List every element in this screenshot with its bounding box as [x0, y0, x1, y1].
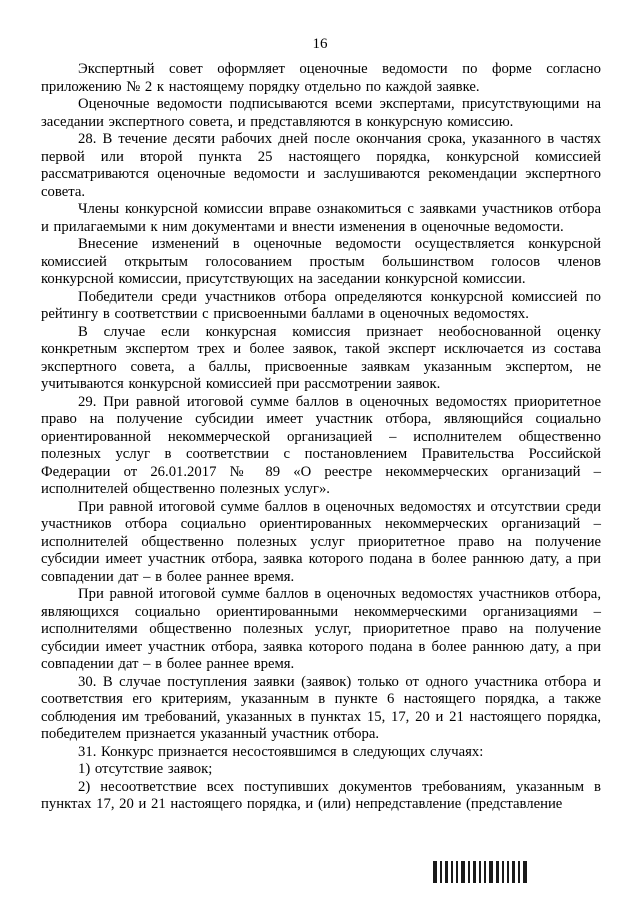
- barcode-bar: [484, 861, 486, 883]
- barcode-bar: [445, 861, 448, 883]
- barcode-bar: [468, 861, 470, 883]
- barcode-bar: [523, 861, 527, 883]
- paragraph: Члены конкурсной комиссии вправе ознакомиться с заявками участников отбора и прилагаемыми к ним документами и внести изменения в оценочные ведомости.: [41, 201, 601, 235]
- paragraph: 30. В случае поступления заявки (заявок) только от одного участника отбора и соответствия его критериям, указанным в пункте 6 настоящего порядка, а также соблюдения им требований, указанных в пунктах 15, 17, 20 и 21 настоящего порядка, победителем признается указанный участник отбора.: [41, 673, 601, 742]
- paragraph: 28. В течение десяти рабочих дней после окончания срока, указанного в частях первой или второй пункта 25 настоящего порядка, конкурсной комиссией рассматриваются оценочные ведомости и заслушиваются рекомендации экспертного совета.: [41, 131, 601, 200]
- paragraph: 2) несоответствие всех поступивших документов требованиям, указанным в пунктах 17, 20 и 21 настоящего порядка, и (или) непредставление (представление: [41, 778, 601, 812]
- paragraph: 29. При равной итоговой сумме баллов в оценочных ведомостях приоритетное право на получение субсидии имеет участник отбора, являющийся социально ориентированной некоммерческой организацией – исполнителем общественно полезных услуг в соответствии с постановлением Правительства Российской Федерации от 26.01.2017 № 89 «О реестре некоммерческих организаций – исполнителей общественно полезных услуг».: [41, 393, 601, 497]
- barcode-bar: [461, 861, 465, 883]
- barcode-bar: [479, 861, 481, 883]
- barcode-bar: [456, 861, 458, 883]
- paragraph: 1) отсутствие заявок;: [78, 761, 213, 777]
- document-body: [41, 61, 601, 814]
- barcode-bar: [440, 861, 442, 883]
- barcode-bar: [512, 861, 515, 883]
- barcode: [433, 861, 527, 883]
- page-number: 16: [312, 36, 328, 52]
- paragraph: Экспертный совет оформляет оценочные ведомости по форме согласно приложению № 2 к настоящему порядку отдельно по каждой заявке.: [41, 61, 601, 95]
- barcode-bar: [518, 861, 520, 883]
- paragraph: Внесение изменений в оценочные ведомости осуществляется конкурсной комиссией открытым голосованием простым большинством голосов членов конкурсной комиссии, присутствующих на заседании конкурсной комиссии.: [41, 236, 601, 287]
- barcode-bar: [473, 861, 476, 883]
- paragraph: При равной итоговой сумме баллов в оценочных ведомостях и отсутствии среди участников отбора социально ориентированных некоммерческих организаций – исполнителей общественно полезных услуг приоритетное право на получение субсидии имеет участник отбора, заявка которого подана в более раннюю дату, а при совпадении дат – в более раннее время.: [41, 498, 601, 585]
- barcode-bar: [433, 861, 437, 883]
- paragraph: Победители среди участников отбора определяются конкурсной комиссией по рейтингу в соответствии с присвоенными баллами в оценочных ведомостях.: [41, 288, 601, 322]
- paragraph: Оценочные ведомости подписываются всеми экспертами, присутствующими на заседании экспертного совета, и представляются в конкурсную комиссию.: [41, 96, 601, 130]
- barcode-bar: [496, 861, 499, 883]
- barcode-bar: [502, 861, 504, 883]
- barcode-bar: [489, 861, 493, 883]
- paragraph: В случае если конкурсная комиссия признает необоснованной оценку конкретным экспертом трех и более заявок, такой эксперт исключается из состава экспертного совета, а баллы, присвоенные заявкам указанным экспертом, не учитываются конкурсной комиссией при рассмотрении заявок.: [41, 323, 601, 392]
- barcode-bar: [451, 861, 453, 883]
- barcode-bar: [507, 861, 509, 883]
- paragraph: 31. Конкурс признается несостоявшимся в следующих случаях:: [78, 743, 484, 760]
- paragraph: При равной итоговой сумме баллов в оценочных ведомостях участников отбора, являющихся социально ориентированными некоммерческими организациями – исполнителями общественно полезных услуг, приоритетное право на получение субсидии имеет участник отбора, заявка которого подана в более раннюю дату, а при совпадении дат – в более раннее время.: [41, 586, 601, 672]
